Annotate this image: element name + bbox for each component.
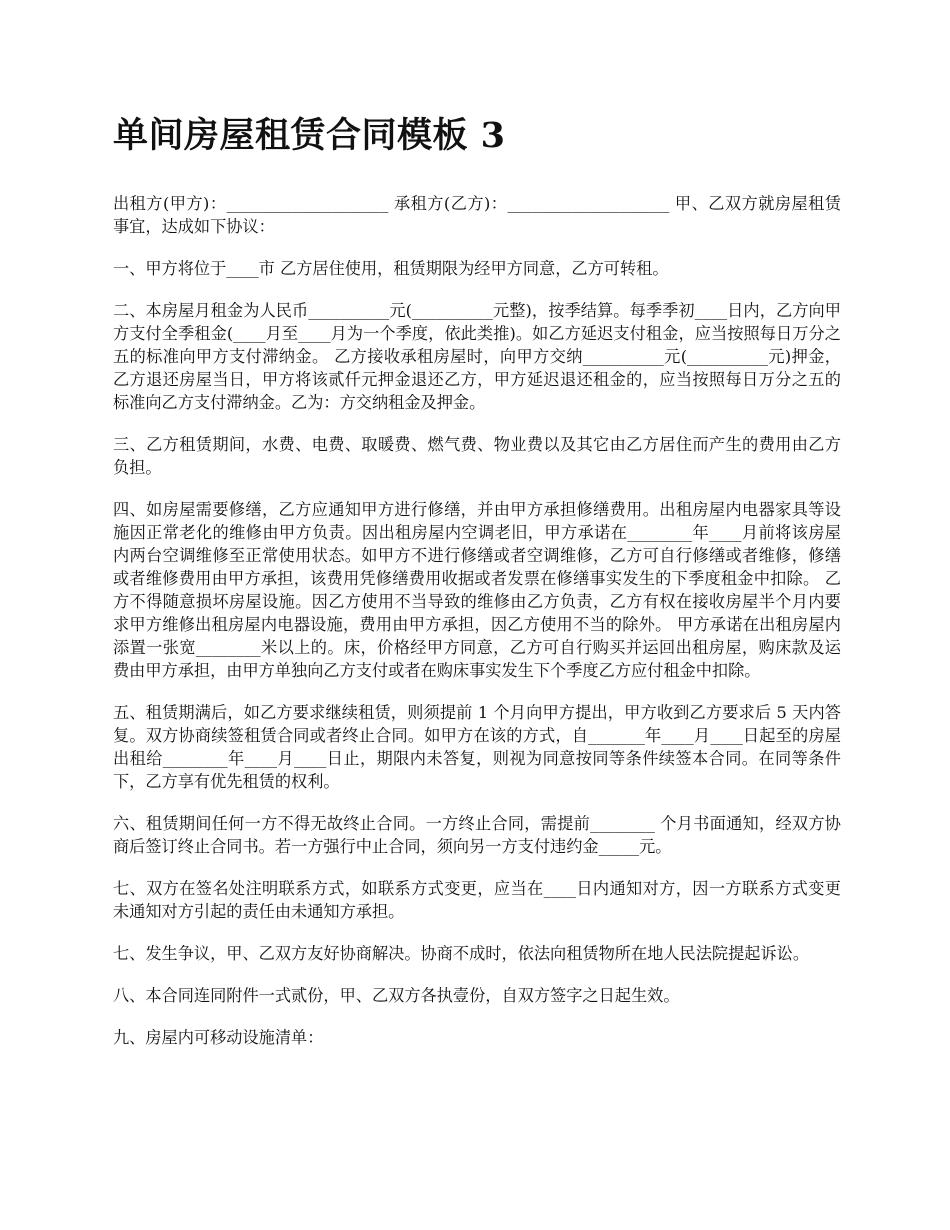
paragraph-clause-8: 八、本合同连同附件一式贰份，甲、乙双方各执壹份，自双方签字之日起生效。: [113, 986, 680, 1005]
paragraph-clause-1: 一、甲方将位于____市 乙方居住使用，租赁期限为经甲方同意，乙方可转租。: [113, 259, 669, 278]
paragraph-clause-4: 四、如房屋需要修缮，乙方应通知甲方进行修缮，并由甲方承担修缮费用。出租房屋内电器家具等设施因正常老化的维修由甲方负责。因出租房屋内空调老旧，甲方承诺在________年____月前将该房屋内两台空调维修至正常使用状态。如甲方不进行修缮或者空调维修，乙方可自行修缮或者维修，修缮或者维修费用由甲方承担，该费用凭修缮费用收据或者发票在修缮事实发生的下季度租金中扣除。 乙方不得随意损坏房屋设施。因乙方使用不当导致的维修由乙方负责，乙方有权在接收房屋半个月内要求甲方维修出租房屋内电器设施，费用由甲方承担，因乙方使用不当的除外。 甲方承诺在出租房屋内添置一张宽________米以上的。床，价格经甲方同意，乙方可自行购买并运回出租房屋，购床款及运费由甲方承担，由甲方单独向乙方支付或者在购床事实发生下个季度乙方应付租金中扣除。: [113, 500, 841, 680]
document-page: [113, 112, 841, 1068]
paragraph-clause-5: 五、租赁期满后，如乙方要求继续租赁，则须提前 1 个月向甲方提出，甲方收到乙方要求后 5 天内答复。双方协商续签租赁合同或者终止合同。如甲方在该的方式，自_______年____月____日起至的房屋出租给________年____月____日止，期限内未答复，则视为同意按同等条件续签本合同。在同等条件下，乙方享有优先租赁的权利。: [113, 703, 841, 791]
paragraph-parties: 出租方(甲方)：____________________ 承租方(乙方)：____________________ 甲、乙双方就房屋租赁事宜，达成如下协议：: [113, 194, 841, 236]
paragraph-clause-2: 二、本房屋月租金为人民币__________元(__________元整)，按季结算。每季季初____日内，乙方向甲方支付全季租金(____月至____月为一个季度，依此类推)。如乙方延迟支付租金，应当按照每日万分之五的标准向甲方支付滞纳金。 乙方接收承租房屋时，向甲方交纳__________元(__________元)押金，乙方退还房屋当日，甲方将该贰仟元押金退还乙方，甲方延迟退还租金的，应当按照每日万分之五的标准向乙方支付滞纳金。乙为：方交纳租金及押金。: [113, 301, 841, 412]
paragraph-clause-7b: 七、发生争议，甲、乙双方友好协商解决。协商不成时，依法向租赁物所在地人民法院提起诉讼。: [113, 944, 810, 963]
document-title: 单间房屋租赁合同模板 3: [113, 115, 506, 156]
paragraph-clause-3: 三、乙方租赁期间，水费、电费、取暖费、燃气费、物业费以及其它由乙方居住而产生的费用由乙方负担。: [113, 435, 841, 477]
paragraph-clause-6: 六、租赁期间任何一方不得无故终止合同。一方终止合同，需提前________ 个月书面通知，经双方协商后签订终止合同书。若一方强行中止合同，须向另一方支付违约金_____元。: [113, 814, 841, 856]
paragraph-clause-7a: 七、双方在签名处注明联系方式，如联系方式变更，应当在____日内通知对方，因一方联系方式变更未通知对方引起的责任由未通知方承担。: [113, 879, 841, 921]
paragraph-clause-9: 九、房屋内可移动设施清单：: [113, 1028, 324, 1047]
